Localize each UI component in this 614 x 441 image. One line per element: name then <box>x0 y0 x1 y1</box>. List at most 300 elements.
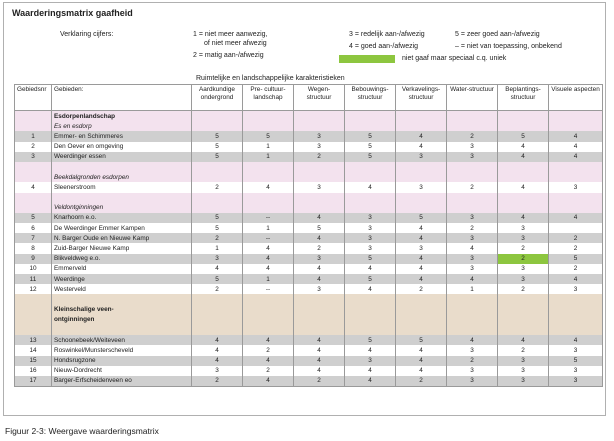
spacer-row <box>15 325 603 335</box>
table-row <box>15 284 603 294</box>
table-cell: 4 <box>549 335 603 345</box>
table-cell: 4 <box>345 284 396 294</box>
table-cell <box>243 325 294 335</box>
col-aardkundig: Aardkundige ondergrond <box>192 85 243 111</box>
table-cell: 3 <box>498 366 549 376</box>
table-cell: Den Oever en omgeving <box>52 142 192 152</box>
table-cell <box>396 162 447 172</box>
table-cell: 3 <box>345 356 396 366</box>
table-cell: 2 <box>294 152 345 162</box>
table-cell <box>294 315 345 325</box>
table-cell <box>294 305 345 315</box>
table-cell <box>345 325 396 335</box>
table-cell: 1 <box>447 284 498 294</box>
table-cell <box>498 121 549 131</box>
table-cell <box>345 305 396 315</box>
table-cell <box>549 305 603 315</box>
table-cell: 4 <box>549 213 603 223</box>
table-cell: 3 <box>15 152 52 162</box>
table-cell <box>52 325 192 335</box>
table-cell: 4 <box>447 243 498 253</box>
table-cell: 4 <box>243 254 294 264</box>
table-cell <box>294 111 345 122</box>
table-cell: 3 <box>549 182 603 192</box>
table-cell: 3 <box>549 376 603 387</box>
table-cell: Weerdinger essen <box>52 152 192 162</box>
table-cell <box>447 325 498 335</box>
table-cell <box>498 325 549 335</box>
table-cell: 4 <box>243 264 294 274</box>
table-cell: 5 <box>498 131 549 141</box>
table-cell: 13 <box>15 335 52 345</box>
table-cell: 3 <box>447 142 498 152</box>
table-cell <box>294 172 345 182</box>
table-cell: Hondsrugzone <box>52 356 192 366</box>
table-cell: 5 <box>192 274 243 284</box>
table-cell: Nieuw-Dordrecht <box>52 366 192 376</box>
table-cell: 2 <box>447 356 498 366</box>
table-cell: Roswinkel/Munsterscheveld <box>52 345 192 355</box>
table-cell: 5 <box>192 131 243 141</box>
table-cell <box>243 162 294 172</box>
table-row <box>15 213 603 223</box>
table-cell: 5 <box>549 356 603 366</box>
table-cell: 4 <box>192 356 243 366</box>
table-cell <box>294 162 345 172</box>
table-cell: 4 <box>549 274 603 284</box>
table-cell: 3 <box>498 274 549 284</box>
table-cell: -- <box>243 213 294 223</box>
header-row <box>15 85 603 111</box>
table-cell: 4 <box>243 376 294 387</box>
table-cell: 1 <box>243 152 294 162</box>
section-row <box>15 305 603 315</box>
table-cell: 2 <box>447 131 498 141</box>
subsection-row <box>15 172 603 182</box>
table-cell: 4 <box>345 182 396 192</box>
table-cell <box>447 305 498 315</box>
table-cell: 4 <box>192 345 243 355</box>
table-cell: Knarhoorn e.o. <box>52 213 192 223</box>
table-cell: 1 <box>243 223 294 233</box>
table-cell <box>498 305 549 315</box>
table-cell: 4 <box>15 182 52 192</box>
col-nr: Gebiedsnr <box>15 85 52 111</box>
table-cell: 3 <box>498 233 549 243</box>
table-cell <box>15 203 52 213</box>
table-row <box>15 274 603 284</box>
table-cell <box>498 203 549 213</box>
group-header: Ruimtelijke en landschappelijke karakteristieken <box>196 75 345 82</box>
table-cell: 3 <box>549 284 603 294</box>
table-cell <box>15 193 52 203</box>
table-cell: 2 <box>396 284 447 294</box>
table-cell: 3 <box>498 223 549 233</box>
table-cell <box>294 121 345 131</box>
table-cell: 3 <box>498 356 549 366</box>
table-cell <box>498 294 549 304</box>
table-cell: Schoonebeek/Weiteveen <box>52 335 192 345</box>
table-cell: -- <box>243 284 294 294</box>
table-cell: 4 <box>243 335 294 345</box>
table-cell <box>345 172 396 182</box>
table-row <box>15 345 603 355</box>
table-row <box>15 243 603 253</box>
legend-green: niet gaaf maar speciaal c.q. uniek <box>402 55 507 62</box>
table-cell: 3 <box>396 182 447 192</box>
spacer-row <box>15 193 603 203</box>
table-cell: 5 <box>192 223 243 233</box>
figure-caption: Figuur 2-3: Weergave waarderingsmatrix <box>5 426 159 436</box>
table-cell <box>396 305 447 315</box>
table-cell: 4 <box>498 335 549 345</box>
table-cell: 15 <box>15 356 52 366</box>
col-area: Gebieden: <box>52 85 192 111</box>
table-cell: 6 <box>15 223 52 233</box>
table-cell <box>243 315 294 325</box>
table-cell: 3 <box>294 131 345 141</box>
table-cell: 5 <box>192 213 243 223</box>
table-cell: 5 <box>345 254 396 264</box>
table-cell: Sleenerstroom <box>52 182 192 192</box>
table-cell: 4 <box>396 345 447 355</box>
table-cell: 2 <box>447 182 498 192</box>
table-cell: 2 <box>498 345 549 355</box>
table-row <box>15 223 603 233</box>
table-cell <box>15 121 52 131</box>
table-cell: 4 <box>294 213 345 223</box>
table-cell: 4 <box>294 274 345 284</box>
legend-green-swatch <box>339 55 395 63</box>
matrix-frame <box>3 2 606 416</box>
table-cell <box>549 325 603 335</box>
table-cell: 5 <box>192 142 243 152</box>
legend-1: 1 = niet meer aanwezig, <box>193 31 268 38</box>
table-row <box>15 335 603 345</box>
table-cell <box>396 172 447 182</box>
table-cell <box>15 111 52 122</box>
table-cell: 4 <box>294 366 345 376</box>
table-cell <box>192 172 243 182</box>
table-cell: 4 <box>549 152 603 162</box>
table-cell <box>294 294 345 304</box>
table-cell: 3 <box>498 264 549 274</box>
table-cell: 3 <box>345 243 396 253</box>
table-cell: 2 <box>549 243 603 253</box>
table-cell <box>447 111 498 122</box>
table-cell: 2 <box>549 264 603 274</box>
table-cell: 4 <box>549 131 603 141</box>
table-cell: 2 <box>294 243 345 253</box>
table-cell: 17 <box>15 376 52 387</box>
table-cell <box>294 325 345 335</box>
table-cell: 3 <box>294 284 345 294</box>
table-cell: 4 <box>498 182 549 192</box>
table-cell <box>549 294 603 304</box>
table-cell: 2 <box>294 376 345 387</box>
table-cell: 2 <box>192 182 243 192</box>
table-cell <box>345 162 396 172</box>
table-row <box>15 264 603 274</box>
table-cell: 3 <box>294 182 345 192</box>
table-cell: 3 <box>345 213 396 223</box>
table-cell <box>15 315 52 325</box>
table-cell: 2 <box>192 376 243 387</box>
table-cell: 4 <box>396 274 447 284</box>
legend-4: 4 = goed aan-/afwezig <box>349 43 419 50</box>
table-cell: Weerdinge <box>52 274 192 284</box>
table-cell: 5 <box>294 223 345 233</box>
table-cell <box>498 172 549 182</box>
table-cell <box>447 162 498 172</box>
table-cell <box>52 193 192 203</box>
table-cell: Barger-Erfscheidenveen eo <box>52 376 192 387</box>
table-cell: 5 <box>15 213 52 223</box>
table-cell <box>243 294 294 304</box>
legend-2: 2 = matig aan-/afwezig <box>193 52 264 59</box>
table-cell <box>345 193 396 203</box>
table-cell: 14 <box>15 345 52 355</box>
table-cell <box>243 305 294 315</box>
table-cell: 2 <box>243 345 294 355</box>
table-cell: 1 <box>15 131 52 141</box>
col-visueel: Visuele aspecten <box>549 85 603 111</box>
table-cell <box>15 305 52 315</box>
table-cell <box>498 162 549 172</box>
table-cell: 5 <box>396 335 447 345</box>
table-cell <box>549 111 603 122</box>
section-row <box>15 315 603 325</box>
table-cell: 1 <box>192 243 243 253</box>
table-cell <box>192 325 243 335</box>
spacer-row <box>15 162 603 172</box>
table-cell: 2 <box>192 284 243 294</box>
section-title-cont: ontginningen <box>52 315 192 325</box>
table-cell: 3 <box>294 142 345 152</box>
table-cell: Emmer- en Schimmeres <box>52 131 192 141</box>
table-cell: 4 <box>396 366 447 376</box>
table-row <box>15 376 603 387</box>
table-cell: 5 <box>345 335 396 345</box>
table-cell: 5 <box>243 131 294 141</box>
table-cell: 3 <box>447 254 498 264</box>
table-cell <box>52 294 192 304</box>
table-cell: 3 <box>345 233 396 243</box>
table-row <box>15 142 603 152</box>
col-precultuur: Pre- cultuur-landschap <box>243 85 294 111</box>
table-cell: 5 <box>396 213 447 223</box>
table-cell: 3 <box>447 264 498 274</box>
col-beplanting: Beplantings-structuur <box>498 85 549 111</box>
table-cell: 4 <box>243 243 294 253</box>
table-cell <box>396 325 447 335</box>
table-cell <box>498 315 549 325</box>
highlight-cell: 2 <box>498 254 549 264</box>
table-cell: 3 <box>396 152 447 162</box>
table-cell <box>447 294 498 304</box>
table-cell <box>549 172 603 182</box>
table-cell <box>447 121 498 131</box>
subsection-title: Es en esdorp <box>52 121 192 131</box>
section-row <box>15 111 603 122</box>
table-cell: 11 <box>15 274 52 284</box>
table-cell <box>549 315 603 325</box>
table-cell: 4 <box>243 182 294 192</box>
table-cell <box>52 162 192 172</box>
table-cell: 3 <box>294 254 345 264</box>
table-cell: 4 <box>396 254 447 264</box>
table-cell <box>498 111 549 122</box>
legend-3: 3 = redelijk aan-/afwezig <box>349 31 425 38</box>
table-cell: 4 <box>498 142 549 152</box>
col-water: Water-structuur <box>447 85 498 111</box>
table-cell <box>294 203 345 213</box>
table-cell <box>345 294 396 304</box>
table-cell <box>396 193 447 203</box>
table-cell: 3 <box>447 233 498 243</box>
table-cell: 4 <box>345 366 396 376</box>
table-cell: 3 <box>447 152 498 162</box>
table-cell: Emmerveld <box>52 264 192 274</box>
table-cell: 3 <box>447 345 498 355</box>
table-cell: 10 <box>15 264 52 274</box>
table-cell: 5 <box>549 254 603 264</box>
table-cell: 5 <box>192 152 243 162</box>
table-cell: 4 <box>243 356 294 366</box>
table-cell <box>447 172 498 182</box>
table-cell: 2 <box>447 223 498 233</box>
table-cell <box>345 121 396 131</box>
table-row <box>15 233 603 243</box>
table-cell: 3 <box>447 213 498 223</box>
table-cell: 3 <box>447 366 498 376</box>
table-cell: 5 <box>345 152 396 162</box>
table-cell: 4 <box>396 142 447 152</box>
table-cell <box>345 315 396 325</box>
table-cell: 5 <box>345 142 396 152</box>
table-cell <box>549 193 603 203</box>
table-cell: 3 <box>498 376 549 387</box>
table-cell: 4 <box>396 264 447 274</box>
table-cell: De Weerdinger Emmer Kampen <box>52 223 192 233</box>
table-cell <box>447 315 498 325</box>
subsection-row <box>15 121 603 131</box>
table-cell <box>396 294 447 304</box>
table-cell: 4 <box>345 345 396 355</box>
table-cell: 12 <box>15 284 52 294</box>
table-cell <box>549 162 603 172</box>
table-cell <box>243 172 294 182</box>
table-cell: Westerveld <box>52 284 192 294</box>
table-cell <box>243 203 294 213</box>
table-cell: 3 <box>192 366 243 376</box>
table-cell: Zuid-Barger Nieuwe Kamp <box>52 243 192 253</box>
table-cell <box>15 172 52 182</box>
subsection-title: Veldontginningen <box>52 203 192 213</box>
table-cell <box>243 111 294 122</box>
table-cell: 4 <box>396 356 447 366</box>
section-title: Kleinschalige veen- <box>52 305 192 315</box>
table-cell <box>447 203 498 213</box>
spacer-row <box>15 294 603 304</box>
table-cell: 8 <box>15 243 52 253</box>
table-cell <box>396 315 447 325</box>
table-cell <box>192 315 243 325</box>
table-cell: N. Barger Oude en Nieuwe Kamp <box>52 233 192 243</box>
legend-label: Verklaring cijfers: <box>60 31 114 38</box>
matrix-table <box>14 84 603 387</box>
table-cell: 4 <box>396 223 447 233</box>
table-cell: -- <box>243 233 294 243</box>
table-cell <box>549 121 603 131</box>
table-cell: 4 <box>294 345 345 355</box>
table-cell <box>345 111 396 122</box>
table-cell <box>396 111 447 122</box>
col-bebouwing: Bebouwings-structuur <box>345 85 396 111</box>
table-cell: 9 <box>15 254 52 264</box>
table-cell <box>192 111 243 122</box>
table-row <box>15 152 603 162</box>
table-cell: 16 <box>15 366 52 376</box>
table-cell <box>345 203 396 213</box>
table-cell: 4 <box>396 233 447 243</box>
table-cell: 2 <box>243 366 294 376</box>
legend-1b: of niet meer afwezig <box>204 40 267 47</box>
table-cell: 4 <box>396 131 447 141</box>
table-cell: 4 <box>498 213 549 223</box>
table-cell <box>294 193 345 203</box>
table-cell: 3 <box>396 243 447 253</box>
table-row <box>15 182 603 192</box>
table-row <box>15 131 603 141</box>
table-cell: 4 <box>294 264 345 274</box>
table-cell <box>15 162 52 172</box>
table-cell: 7 <box>15 233 52 243</box>
subsection-title: Beekdalgronden esdorpen <box>52 172 192 182</box>
table-cell: 4 <box>498 152 549 162</box>
section-title: Esdorpenlandschap <box>52 111 192 122</box>
table-cell: 2 <box>498 284 549 294</box>
table-cell: 4 <box>447 335 498 345</box>
table-cell: 4 <box>447 274 498 284</box>
table-cell: Blikveldweg e.o. <box>52 254 192 264</box>
table-cell: 2 <box>396 376 447 387</box>
col-wegen: Wegen-structuur <box>294 85 345 111</box>
table-cell <box>243 121 294 131</box>
table-row <box>15 356 603 366</box>
table-cell <box>549 203 603 213</box>
table-cell: 3 <box>549 366 603 376</box>
table-cell: 2 <box>15 142 52 152</box>
table-cell <box>15 325 52 335</box>
table-cell: 5 <box>345 274 396 284</box>
table-cell <box>192 294 243 304</box>
table-cell <box>396 203 447 213</box>
table-cell <box>192 162 243 172</box>
table-cell: 4 <box>345 264 396 274</box>
table-cell <box>192 193 243 203</box>
table-cell: 4 <box>192 335 243 345</box>
subsection-row <box>15 203 603 213</box>
table-cell: 3 <box>345 223 396 233</box>
table-cell: 4 <box>192 264 243 274</box>
table-cell: 2 <box>498 243 549 253</box>
table-row <box>15 366 603 376</box>
table-cell: 4 <box>549 142 603 152</box>
table-cell: 4 <box>294 233 345 243</box>
table-cell: 1 <box>243 274 294 284</box>
table-cell <box>396 121 447 131</box>
